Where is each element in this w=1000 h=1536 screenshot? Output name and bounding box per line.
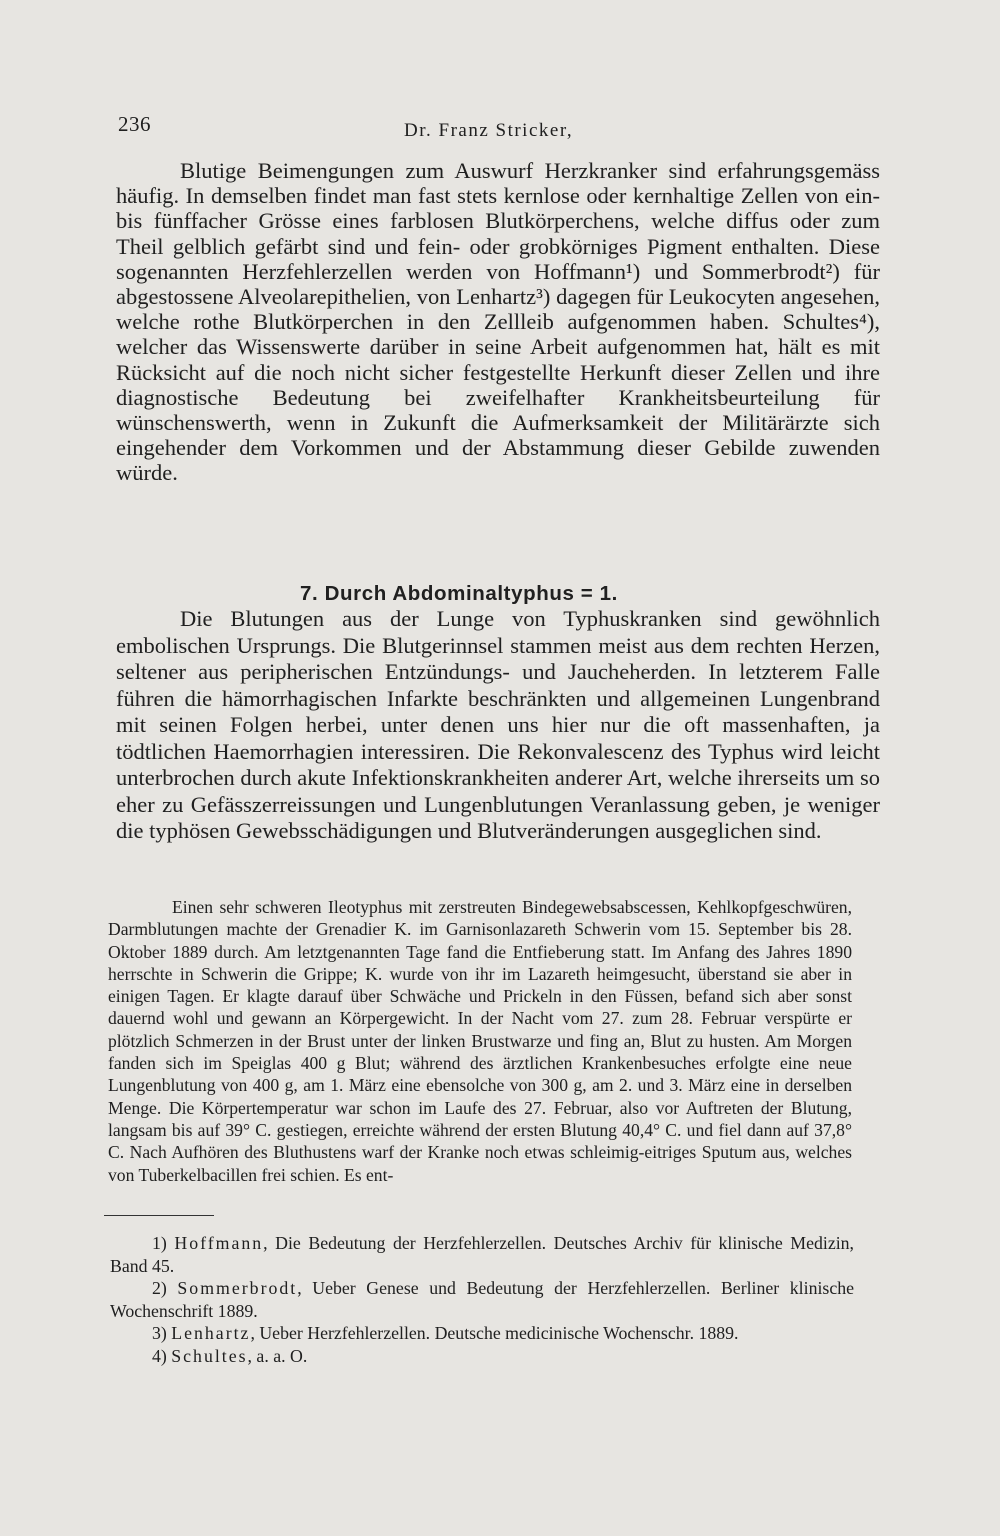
paragraph-herzfehlerzellen: Blutige Beimengungen zum Auswurf Herzkranker sind erfahrungsgemäss häufig. In demselben findet man fast stets kernlose oder kernhaltige Zellen von ein- bis fünffacher Grösse eines farblosen Blutkörperchens, welche diffus oder zum Theil gelblich gefärbt sind und fein- oder grobkörniges Pigment enthalten. Diese sogenannten Herzfehlerzellen werden von Hoffmann¹) und Sommerbrodt²) für abgestossene Alveolarepithelien, von Lenhartz³) dagegen für Leukocyten angesehen, welche rothe Blutkörperchen in den Zellleib aufgenommen haben. Schultes⁴), welcher das Wissenswerte darüber in seine Arbeit aufgenommen hat, hält es mit Rücksicht auf die noch nicht sicher festgestellte Herkunft dieser Zellen und ihre diagnostische Bedeutung bei zweifelhafter Krankheitsbeurteilung für wünschenswerth, wenn in Zukunft die Aufmerksamkeit der Militärärzte sich eingehender dem Vorkommen und der Abstammung dieser Gebilde zuwenden würde. bbox=[116, 158, 880, 486]
footnote-author: Schultes bbox=[171, 1345, 248, 1366]
footnote-text: , a. a. O. bbox=[247, 1345, 308, 1366]
footnote-1 bbox=[110, 1232, 854, 1277]
footnotes bbox=[110, 1232, 854, 1368]
footnote-author: Hoffmann bbox=[174, 1233, 264, 1253]
footnote-marker: 2) bbox=[152, 1278, 167, 1299]
footnote-author: Lenhartz bbox=[171, 1323, 251, 1344]
footnote-divider bbox=[104, 1215, 214, 1216]
footnote-marker: 4) bbox=[152, 1345, 167, 1366]
footnote-marker: 1) bbox=[152, 1233, 167, 1253]
running-head: Dr. Franz Stricker, bbox=[404, 120, 574, 141]
footnote-4 bbox=[110, 1345, 854, 1368]
footnote-marker: 3) bbox=[152, 1323, 167, 1344]
footnote-2 bbox=[110, 1277, 854, 1322]
footnote-3 bbox=[110, 1322, 854, 1345]
footnote-text: , Die Bedeutung der Herzfehlerzellen. Deutsches Archiv für klinische Medizin, Band 45. bbox=[110, 1233, 854, 1276]
page-number: 236 bbox=[118, 112, 151, 136]
paragraph-abdominaltyphus: Die Blutungen aus der Lunge von Typhuskranken sind gewöhnlich embolischen Ursprungs. Die Blutgerinnsel stammen meist aus dem rechten Herzen, seltener aus peripherischen Entzündungs- und Jaucheherden. In letzterem Falle führen die hämorrhagischen Infarkte beschränkten und allgemeinen Lungenbrand mit seinen Folgen herbei, unter denen uns hier nur die oft massenhaften, ja tödtlichen Haemorrhagien interessiren. Die Rekonvalescenz des Typhus wird leicht unterbrochen durch akute Infektionskrankheiten anderer Art, welche ihrerseits um so eher zu Gefässzerreissungen und Lungenblutungen Veranlassung geben, je weniger die typhösen Gewebsschädigungen und Blutveränderungen ausgeglichen sind. bbox=[116, 606, 880, 843]
footnote-text: , Ueber Herzfehlerzellen. Deutsche medicinische Wochenschr. 1889. bbox=[250, 1323, 739, 1344]
footnote-text: , Ueber Genese und Bedeutung der Herzfehlerzellen. Berliner klinische Wochenschrift 1889. bbox=[110, 1278, 854, 1321]
case-report: Einen sehr schweren Ileotyphus mit zerstreuten Bindegewebsabscessen, Kehlkopfgeschwüren, Darmblutungen machte der Grenadier K. im Garnisonlazareth Schwerin vom 15. September bis 28. Oktober 1889 durch. Am letztgenannten Tage fand die Entfieberung statt. Im Anfang des Jahres 1890 herrschte in Schwerin die Grippe; K. wurde von ihr im Lazareth heimgesucht, überstand sie aber in einigen Tagen. Er klagte darauf über Schwäche und Prickeln in den Füssen, befand sich aber sonst dauernd wohl und gewann an Körpergewicht. In der Nacht vom 27. zum 28. Februar verspürte er plötzlich Schmerzen in der Brust unter der linken Brustwarze und fing an, Blut zu husten. Am Morgen fanden sich im Speiglas 400 g Blut; während des ärztlichen Krankenbesuches erfolgte eine neue Lungenblutung von 400 g, am 1. März eine ebensolche von 300 g, am 2. und 3. März eine in derselben Menge. Die Körpertemperatur war schon im Laufe des 27. Februar, also vor Auftreten der Blutung, langsam bis auf 39° C. gestiegen, erreichte während der ersten Blutung 40,4° C. und fiel dann auf 37,8° C. Nach Aufhören des Bluthustens warf der Kranke noch etwas schleimig-eitriges Sputum aus, welches von Tuberkelbacillen frei schien. Es ent- bbox=[108, 897, 852, 1185]
section-heading: 7. Durch Abdominaltyphus = 1. bbox=[300, 582, 618, 605]
footnote-author: Sommerbrodt bbox=[177, 1278, 298, 1299]
